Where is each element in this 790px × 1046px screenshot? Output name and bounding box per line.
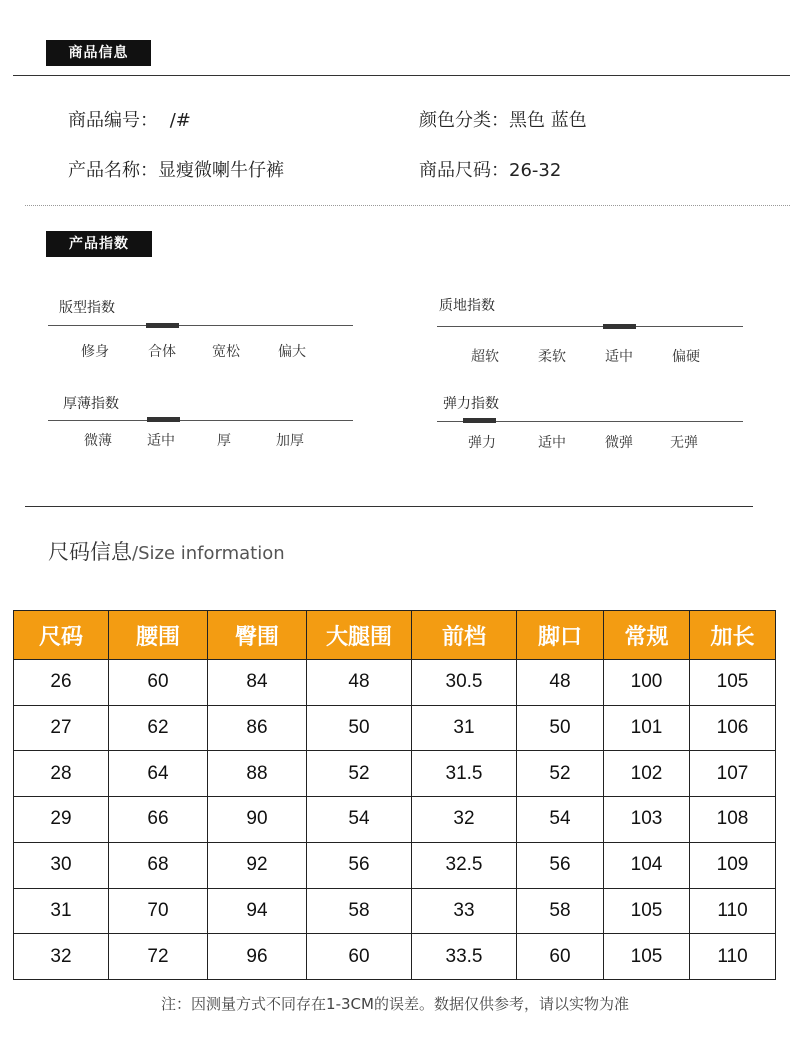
thickness-option: 加厚 xyxy=(276,433,304,449)
table-cell: 32 xyxy=(412,797,517,843)
table-cell: 50 xyxy=(517,705,604,751)
table-cell: 28 xyxy=(14,751,109,797)
table-cell: 30.5 xyxy=(412,660,517,706)
table-cell: 56 xyxy=(307,842,412,888)
table-row xyxy=(14,705,776,751)
size-info-heading xyxy=(48,536,285,566)
table-cell: 101 xyxy=(604,705,690,751)
table-cell: 54 xyxy=(307,797,412,843)
fit-option: 宽松 xyxy=(212,344,240,360)
product-index-tag: 产品指数 xyxy=(46,231,152,257)
size-table xyxy=(13,610,776,980)
table-cell: 72 xyxy=(109,934,208,980)
table-cell: 64 xyxy=(109,751,208,797)
measurement-note: 注：因测量方式不同存在1-3CM的误差。数据仅供参考，请以实物为准 xyxy=(161,995,629,1013)
texture-index-line xyxy=(437,326,743,327)
table-row xyxy=(14,751,776,797)
product-name xyxy=(68,156,284,182)
color-category xyxy=(419,106,587,132)
color-category-label: 颜色分类： xyxy=(419,110,509,131)
size-info-heading-cn: 尺码信息 xyxy=(48,540,132,564)
column-header: 加长 xyxy=(690,611,776,660)
table-cell: 60 xyxy=(307,934,412,980)
table-cell: 54 xyxy=(517,797,604,843)
column-header: 大腿围 xyxy=(307,611,412,660)
texture-option: 适中 xyxy=(605,349,633,365)
table-cell: 86 xyxy=(208,705,307,751)
elasticity-index-title: 弹力指数 xyxy=(443,396,499,412)
table-cell: 52 xyxy=(307,751,412,797)
column-header: 脚口 xyxy=(517,611,604,660)
elasticity-option: 无弹 xyxy=(670,435,698,451)
table-cell: 102 xyxy=(604,751,690,797)
fit-option: 偏大 xyxy=(278,344,306,360)
table-cell: 52 xyxy=(517,751,604,797)
column-header: 臀围 xyxy=(208,611,307,660)
texture-index-title: 质地指数 xyxy=(439,298,495,314)
table-cell: 31 xyxy=(14,888,109,934)
product-size-value: 26-32 xyxy=(509,160,562,181)
section-divider xyxy=(13,75,790,76)
product-size-label: 商品尺码： xyxy=(419,160,509,181)
table-cell: 50 xyxy=(307,705,412,751)
thickness-option: 微薄 xyxy=(84,433,112,449)
column-header: 常规 xyxy=(604,611,690,660)
table-row xyxy=(14,660,776,706)
table-cell: 48 xyxy=(307,660,412,706)
fit-index-line xyxy=(48,325,353,326)
table-row xyxy=(14,842,776,888)
table-cell: 94 xyxy=(208,888,307,934)
elasticity-option: 适中 xyxy=(538,435,566,451)
table-cell: 90 xyxy=(208,797,307,843)
size-table-header xyxy=(14,611,776,660)
table-cell: 62 xyxy=(109,705,208,751)
table-cell: 33 xyxy=(412,888,517,934)
fit-index-title: 版型指数 xyxy=(59,300,115,316)
table-cell: 58 xyxy=(307,888,412,934)
elasticity-option: 微弹 xyxy=(605,435,633,451)
table-cell: 110 xyxy=(690,934,776,980)
size-info-heading-en: /Size information xyxy=(132,543,285,564)
table-cell: 105 xyxy=(604,888,690,934)
table-cell: 107 xyxy=(690,751,776,797)
table-cell: 66 xyxy=(109,797,208,843)
texture-index-marker xyxy=(603,324,636,329)
table-cell: 32.5 xyxy=(412,842,517,888)
table-cell: 26 xyxy=(14,660,109,706)
table-cell: 104 xyxy=(604,842,690,888)
table-cell: 106 xyxy=(690,705,776,751)
table-cell: 31 xyxy=(412,705,517,751)
product-size xyxy=(419,156,561,182)
fit-option: 修身 xyxy=(81,344,109,360)
table-cell: 48 xyxy=(517,660,604,706)
table-cell: 100 xyxy=(604,660,690,706)
product-code-value: /# xyxy=(169,110,191,131)
table-cell: 56 xyxy=(517,842,604,888)
thickness-option: 适中 xyxy=(147,433,175,449)
column-header: 尺码 xyxy=(14,611,109,660)
table-cell: 103 xyxy=(604,797,690,843)
table-cell: 88 xyxy=(208,751,307,797)
dotted-divider xyxy=(25,205,790,206)
table-cell: 60 xyxy=(517,934,604,980)
table-row xyxy=(14,797,776,843)
texture-option: 超软 xyxy=(471,349,499,365)
section-divider xyxy=(25,506,753,507)
table-cell: 110 xyxy=(690,888,776,934)
thickness-index-marker xyxy=(147,417,180,422)
texture-option: 偏硬 xyxy=(672,349,700,365)
table-row xyxy=(14,888,776,934)
table-cell: 96 xyxy=(208,934,307,980)
table-row xyxy=(14,934,776,980)
table-cell: 60 xyxy=(109,660,208,706)
table-cell: 27 xyxy=(14,705,109,751)
column-header: 腰围 xyxy=(109,611,208,660)
elasticity-index-marker xyxy=(463,418,496,423)
thickness-index-title: 厚薄指数 xyxy=(63,396,119,412)
texture-option: 柔软 xyxy=(538,349,566,365)
table-cell: 33.5 xyxy=(412,934,517,980)
table-cell: 58 xyxy=(517,888,604,934)
product-name-label: 产品名称： xyxy=(68,160,158,181)
table-cell: 84 xyxy=(208,660,307,706)
table-cell: 70 xyxy=(109,888,208,934)
thickness-index-line xyxy=(48,420,353,421)
fit-option: 合体 xyxy=(148,344,176,360)
thickness-option: 厚 xyxy=(217,433,231,449)
table-cell: 29 xyxy=(14,797,109,843)
size-table-body xyxy=(14,660,776,980)
fit-index-marker xyxy=(146,323,179,328)
table-cell: 105 xyxy=(690,660,776,706)
column-header: 前档 xyxy=(412,611,517,660)
table-cell: 108 xyxy=(690,797,776,843)
table-cell: 31.5 xyxy=(412,751,517,797)
table-cell: 92 xyxy=(208,842,307,888)
table-cell: 32 xyxy=(14,934,109,980)
product-info-tag: 商品信息 xyxy=(46,40,151,66)
color-category-value: 黑色 蓝色 xyxy=(509,110,587,131)
table-cell: 30 xyxy=(14,842,109,888)
table-cell: 105 xyxy=(604,934,690,980)
product-code-label: 商品编号： xyxy=(68,110,158,131)
table-cell: 109 xyxy=(690,842,776,888)
elasticity-option: 弹力 xyxy=(468,435,496,451)
table-cell: 68 xyxy=(109,842,208,888)
product-name-value: 显瘦微喇牛仔裤 xyxy=(158,160,284,181)
product-code xyxy=(68,106,191,132)
